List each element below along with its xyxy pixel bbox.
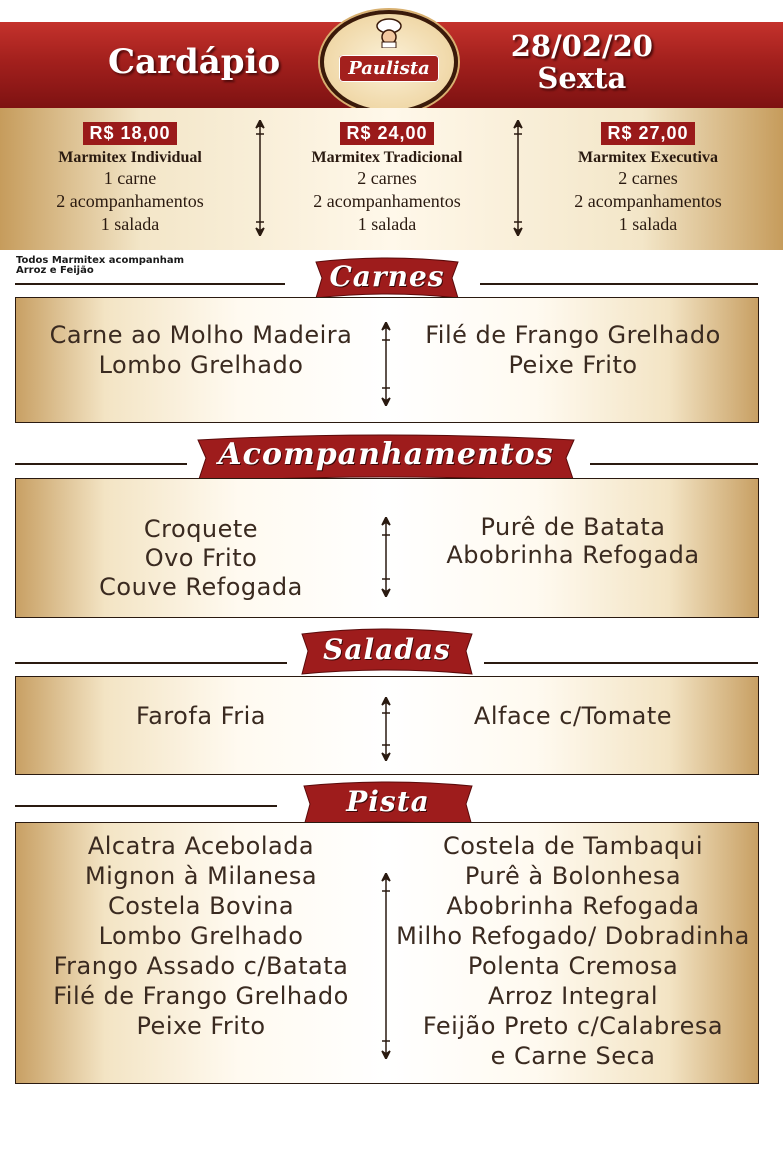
section-title: Carnes bbox=[329, 260, 445, 293]
menu-item: Lombo Grelhado bbox=[98, 922, 304, 950]
pista-left bbox=[16, 831, 386, 1041]
menu-item: Alcatra Acebolada bbox=[87, 832, 315, 860]
menu-item: Costela de Tambaqui bbox=[442, 832, 704, 860]
menu-item: Frango Assado c/Batata bbox=[53, 952, 349, 980]
section-rule bbox=[15, 805, 277, 807]
plan-name: Marmitex Executiva bbox=[578, 149, 718, 166]
acompanhamentos-left bbox=[16, 515, 386, 602]
ribbon-carnes bbox=[312, 254, 462, 302]
paulista-logo bbox=[320, 10, 458, 114]
pista-right bbox=[388, 831, 758, 1071]
menu-item: Farofa Fria bbox=[136, 702, 266, 730]
acompanhamentos-right bbox=[388, 513, 758, 569]
logo-text: Paulista bbox=[339, 55, 439, 82]
menu-item: Abobrinha Refogada bbox=[446, 892, 700, 920]
rice-beans-note bbox=[16, 256, 184, 276]
page-title: Cardápio bbox=[108, 42, 281, 82]
menu-item: Croquete bbox=[143, 515, 259, 543]
plan-name: Marmitex Individual bbox=[58, 149, 202, 166]
note-line: Todos Marmitex acompanham bbox=[16, 255, 185, 266]
menu-item: Lombo Grelhado bbox=[98, 351, 304, 379]
menu-item: Alface c/Tomate bbox=[473, 702, 673, 730]
saladas-left bbox=[16, 701, 386, 731]
plan-name: Marmitex Tradicional bbox=[311, 149, 463, 166]
pista-box bbox=[15, 822, 759, 1084]
menu-item: e Carne Seca bbox=[490, 1042, 656, 1070]
menu-item: Purê à Bolonhesa bbox=[464, 862, 682, 890]
acompanhamentos-box bbox=[15, 478, 759, 618]
chef-icon bbox=[371, 18, 407, 48]
plan-line: 1 salada bbox=[100, 214, 160, 234]
menu-item: Costela Bovina bbox=[107, 892, 295, 920]
plan-individual bbox=[15, 122, 245, 236]
section-title: Acompanhamentos bbox=[218, 437, 554, 472]
plan-line: 2 acompanhamentos bbox=[574, 191, 722, 211]
section-title: Saladas bbox=[323, 633, 451, 666]
plan-price: R$ 18,00 bbox=[83, 122, 176, 145]
section-rule bbox=[15, 662, 287, 664]
menu-item: Arroz Integral bbox=[487, 982, 659, 1010]
plan-line: 1 carne bbox=[103, 168, 157, 188]
section-rule bbox=[15, 463, 187, 465]
saladas-right bbox=[388, 701, 758, 731]
menu-item: Feijão Preto c/Calabresa bbox=[422, 1012, 724, 1040]
menu-item: Mignon à Milanesa bbox=[84, 862, 318, 890]
plan-line: 1 salada bbox=[618, 214, 678, 234]
menu-item: Purê de Batata bbox=[480, 513, 666, 541]
divider-ornament bbox=[254, 120, 266, 236]
plan-price: R$ 27,00 bbox=[601, 122, 694, 145]
menu-date: 28/02/20 bbox=[510, 29, 653, 63]
section-title: Pista bbox=[346, 785, 430, 818]
menu-item: Couve Refogada bbox=[99, 573, 303, 601]
section-rule bbox=[15, 283, 285, 285]
menu-item: Peixe Frito bbox=[136, 1012, 266, 1040]
price-band bbox=[0, 108, 783, 250]
carnes-right bbox=[388, 320, 758, 380]
date-block bbox=[511, 30, 653, 94]
section-rule bbox=[480, 283, 758, 285]
plan-line: 2 acompanhamentos bbox=[313, 191, 461, 211]
carnes-left bbox=[16, 320, 386, 380]
carnes-box bbox=[15, 297, 759, 423]
plan-price: R$ 24,00 bbox=[340, 122, 433, 145]
plan-line: 1 salada bbox=[357, 214, 417, 234]
menu-item: Carne ao Molho Madeira bbox=[49, 321, 353, 349]
menu-item: Filé de Frango Grelhado bbox=[425, 321, 721, 349]
saladas-box bbox=[15, 676, 759, 775]
menu-item: Filé de Frango Grelhado bbox=[53, 982, 349, 1010]
menu-weekday: Sexta bbox=[537, 61, 627, 95]
section-rule bbox=[590, 463, 758, 465]
plan-line: 2 acompanhamentos bbox=[56, 191, 204, 211]
ribbon-saladas bbox=[298, 624, 476, 678]
plan-executiva bbox=[533, 122, 763, 236]
menu-item: Ovo Frito bbox=[144, 544, 258, 572]
note-line: Arroz e Feijão bbox=[16, 265, 94, 276]
plan-line: 2 carnes bbox=[618, 168, 678, 188]
menu-item: Polenta Cremosa bbox=[467, 952, 679, 980]
section-rule bbox=[484, 662, 758, 664]
menu-item: Peixe Frito bbox=[508, 351, 638, 379]
menu-item: Abobrinha Refogada bbox=[446, 541, 700, 569]
plan-tradicional bbox=[272, 122, 502, 236]
menu-item: Milho Refogado/ Dobradinha bbox=[396, 922, 750, 950]
plan-line: 2 carnes bbox=[357, 168, 417, 188]
divider-ornament bbox=[512, 120, 524, 236]
